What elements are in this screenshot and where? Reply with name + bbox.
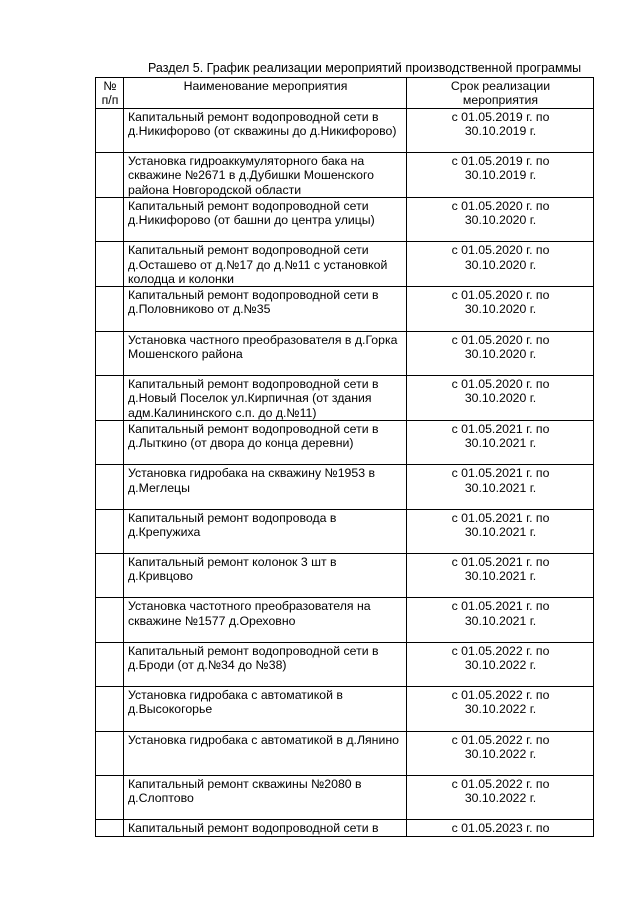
row-number-cell [96, 731, 124, 775]
implementation-term-cell: с 01.05.2021 г. по 30.10.2021 г. [407, 465, 594, 509]
row-number-cell [96, 152, 124, 197]
implementation-term-cell: с 01.05.2023 г. по [407, 820, 594, 836]
row-number-cell [96, 420, 124, 464]
table-row [96, 509, 594, 553]
activity-name-cell: Капитальный ремонт водопроводной сети в [124, 820, 407, 836]
implementation-term-cell: с 01.05.2021 г. по 30.10.2021 г. [407, 598, 594, 642]
implementation-term-cell: с 01.05.2019 г. по 30.10.2019 г. [407, 108, 594, 152]
row-number-cell [96, 598, 124, 642]
activity-name-cell: Капитальный ремонт водопроводной сети в д.Лыткино (от двора до конца деревни) [124, 420, 407, 464]
activity-name-cell: Капитальный ремонт колонок 3 шт в д.Кривцово [124, 554, 407, 598]
schedule-table [95, 77, 594, 837]
table-row [96, 775, 594, 819]
table-body [96, 108, 594, 836]
activity-name-cell: Капитальный ремонт водопроводной сети д.Осташево от д.№17 до д.№11 с установкой колодца и колонки [124, 242, 407, 287]
activity-name-cell: Капитальный ремонт скважины №2080 в д.Слоптово [124, 775, 407, 819]
table-row [96, 598, 594, 642]
activity-name-cell: Установка гидробака с автоматикой в д.Высокогорье [124, 687, 407, 731]
activity-name-cell: Капитальный ремонт водопроводной сети в д.Никифорово (от скважины до д.Никифорово) [124, 108, 407, 152]
row-number-cell [96, 775, 124, 819]
table-row [96, 554, 594, 598]
activity-name-cell: Капитальный ремонт водопроводной сети в д.Броди (от д.№34 до №38) [124, 642, 407, 686]
activity-name-cell: Установка частотного преобразователя на скважине №1577 д.Ореховно [124, 598, 407, 642]
implementation-term-cell: с 01.05.2022 г. по 30.10.2022 г. [407, 687, 594, 731]
table-row [96, 152, 594, 197]
row-number-cell [96, 465, 124, 509]
activity-name-cell: Капитальный ремонт водопровода в д.Крепужиха [124, 509, 407, 553]
implementation-term-cell: с 01.05.2022 г. по 30.10.2022 г. [407, 642, 594, 686]
header-name: Наименование мероприятия [124, 78, 407, 109]
row-number-cell [96, 687, 124, 731]
row-number-cell [96, 108, 124, 152]
table-row [96, 731, 594, 775]
implementation-term-cell: с 01.05.2021 г. по 30.10.2021 г. [407, 554, 594, 598]
table-row [96, 242, 594, 287]
table-row [96, 642, 594, 686]
table-row [96, 820, 594, 836]
section-title: Раздел 5. График реализации мероприятий производственной программы [148, 61, 582, 75]
table-row [96, 197, 594, 241]
table-row [96, 287, 594, 331]
row-number-cell [96, 331, 124, 375]
implementation-term-cell: с 01.05.2019 г. по 30.10.2019 г. [407, 152, 594, 197]
table-row [96, 108, 594, 152]
implementation-term-cell: с 01.05.2022 г. по 30.10.2022 г. [407, 775, 594, 819]
row-number-cell [96, 554, 124, 598]
implementation-term-cell: с 01.05.2021 г. по 30.10.2021 г. [407, 509, 594, 553]
row-number-cell [96, 642, 124, 686]
activity-name-cell: Установка гидробака с автоматикой в д.Лянино [124, 731, 407, 775]
implementation-term-cell: с 01.05.2020 г. по 30.10.2020 г. [407, 287, 594, 331]
activity-name-cell: Капитальный ремонт водопроводной сети в д.Новый Поселок ул.Кирпичная (от здания адм.Калининского с.п. до д.№11) [124, 375, 407, 420]
implementation-term-cell: с 01.05.2020 г. по 30.10.2020 г. [407, 375, 594, 420]
header-term: Срок реализации мероприятия [407, 78, 594, 109]
implementation-term-cell: с 01.05.2022 г. по 30.10.2022 г. [407, 731, 594, 775]
table-row [96, 420, 594, 464]
implementation-term-cell: с 01.05.2021 г. по 30.10.2021 г. [407, 420, 594, 464]
activity-name-cell: Капитальный ремонт водопроводной сети д.Никифорово (от башни до центра улицы) [124, 197, 407, 241]
activity-name-cell: Капитальный ремонт водопроводной сети в д.Половниково от д.№35 [124, 287, 407, 331]
row-number-cell [96, 287, 124, 331]
table-header-row [96, 78, 594, 109]
activity-name-cell: Установка частного преобразователя в д.Горка Мошенского района [124, 331, 407, 375]
header-number: № п/п [96, 78, 124, 109]
implementation-term-cell: с 01.05.2020 г. по 30.10.2020 г. [407, 197, 594, 241]
row-number-cell [96, 197, 124, 241]
table-row [96, 687, 594, 731]
activity-name-cell: Установка гидроаккумуляторного бака на скважине №2671 в д.Дубишки Мошенского района Новгородской области [124, 152, 407, 197]
table-row [96, 375, 594, 420]
row-number-cell [96, 242, 124, 287]
row-number-cell [96, 375, 124, 420]
row-number-cell [96, 509, 124, 553]
table-row [96, 465, 594, 509]
implementation-term-cell: с 01.05.2020 г. по 30.10.2020 г. [407, 331, 594, 375]
row-number-cell [96, 820, 124, 836]
activity-name-cell: Установка гидробака на скважину №1953 в д.Меглецы [124, 465, 407, 509]
table-row [96, 331, 594, 375]
implementation-term-cell: с 01.05.2020 г. по 30.10.2020 г. [407, 242, 594, 287]
